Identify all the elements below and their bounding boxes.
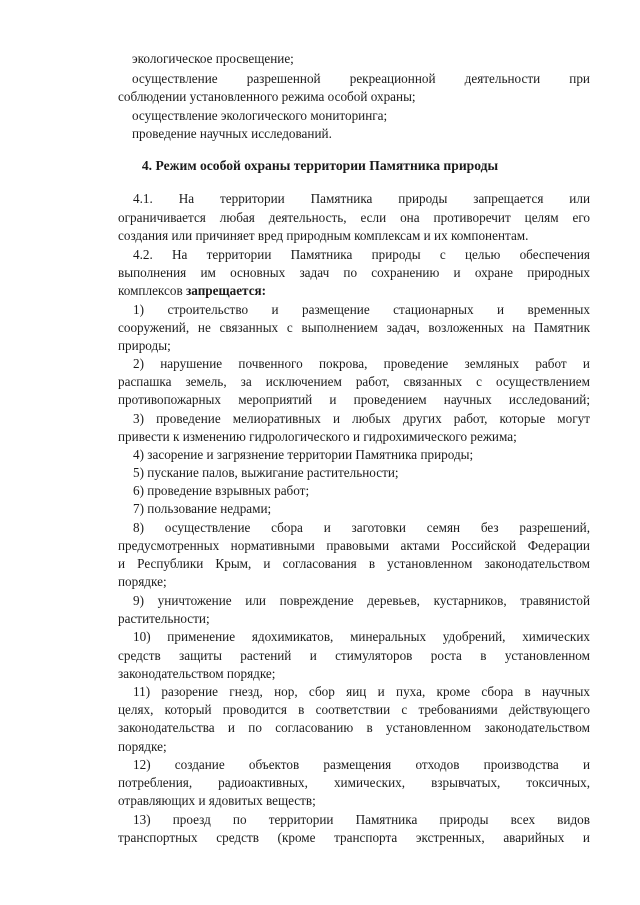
list-item-continuation: растительности;: [118, 611, 210, 626]
list-item-continuation: отравляющих и ядовитых веществ;: [118, 793, 316, 808]
paragraph-line: 4.1. На территории Памятника природы запрещается или: [133, 191, 590, 206]
list-item: 11) разорение гнезд, нор, сбор яиц и пуха, кроме сбора в научных: [133, 684, 590, 699]
list-item-continuation: целях, который проводится в соответствии с требованиями действующего: [118, 702, 590, 717]
list-item: 2) нарушение почвенного покрова, проведение земляных работ и: [133, 356, 590, 371]
list-item: 3) проведение мелиоративных и любых других работ, которые могут: [133, 411, 590, 426]
emphasis-text: запрещается:: [185, 283, 267, 298]
list-item-continuation: противопожарных мероприятий и проведением научных исследований;: [118, 392, 590, 407]
list-item: 1) строительство и размещение стационарных и временных: [133, 302, 590, 317]
list-item: 4) засорение и загрязнение территории Памятника природы;: [133, 447, 474, 462]
list-item: 9) уничтожение или повреждение деревьев, кустарников, травянистой: [133, 593, 590, 608]
section-heading: 4. Режим особой охраны территории Памятника природы: [141, 158, 499, 173]
list-item-continuation: транспортных средств (кроме транспорта экстренных, аварийных и: [118, 830, 590, 845]
list-item: 12) создание объектов размещения отходов производства и: [133, 757, 590, 772]
list-item-continuation: сооружений, не связанных с выполнением задач, возложенных на Памятник: [118, 320, 590, 335]
list-item-continuation: порядке;: [118, 574, 167, 589]
list-item-continuation: средств защиты растений и стимуляторов роста в установленном: [118, 648, 590, 663]
list-item: экологическое просвещение;: [132, 51, 294, 66]
list-item-continuation: распашка земель, за исключением работ, связанных с осуществлением: [118, 374, 590, 389]
list-item: 8) осуществление сбора и заготовки семян без разрешений,: [133, 520, 590, 535]
paragraph-line: [118, 282, 590, 299]
list-item: 6) проведение взрывных работ;: [133, 483, 310, 498]
list-item: проведение научных исследований.: [132, 126, 332, 141]
paragraph-line: создания или причиняет вред природным комплексам и их компонентам.: [118, 228, 529, 243]
list-item: 5) пускание палов, выжигание растительности;: [133, 465, 399, 480]
paragraph-text: комплексов: [118, 283, 183, 298]
list-item-continuation: природы;: [118, 338, 171, 353]
list-item-continuation: и Республики Крым, и согласования в установленном законодательством: [118, 556, 590, 571]
list-item-continuation: привести к изменению гидрологического и гидрохимического режима;: [118, 429, 517, 444]
list-item: 10) применение ядохимикатов, минеральных удобрений, химических: [133, 629, 590, 644]
list-item-continuation: порядке;: [118, 739, 167, 754]
list-item: осуществление экологического мониторинга;: [132, 108, 388, 123]
list-item-continuation: законодательства и по согласованию в установленном законодательством: [118, 720, 590, 735]
list-item: 13) проезд по территории Памятника природы всех видов: [133, 812, 590, 827]
paragraph-line: 4.2. На территории Памятника природы с целью обеспечения: [133, 247, 590, 262]
list-item-continuation: соблюдении установленного режима особой охраны;: [118, 89, 416, 104]
paragraph-line: ограничивается любая деятельность, если она противоречит целям его: [118, 210, 590, 225]
list-item-continuation: предусмотренных нормативными правовыми актами Российской Федерации: [118, 538, 590, 553]
list-item-continuation: законодательством порядке;: [118, 666, 276, 681]
list-item-continuation: потребления, радиоактивных, химических, взрывчатых, токсичных,: [118, 775, 590, 790]
paragraph-line: выполнения им основных задач по сохранению и охране природных: [118, 265, 590, 280]
list-item: осуществление разрешенной рекреационной деятельности при: [132, 71, 590, 86]
list-item: 7) пользование недрами;: [133, 501, 272, 516]
